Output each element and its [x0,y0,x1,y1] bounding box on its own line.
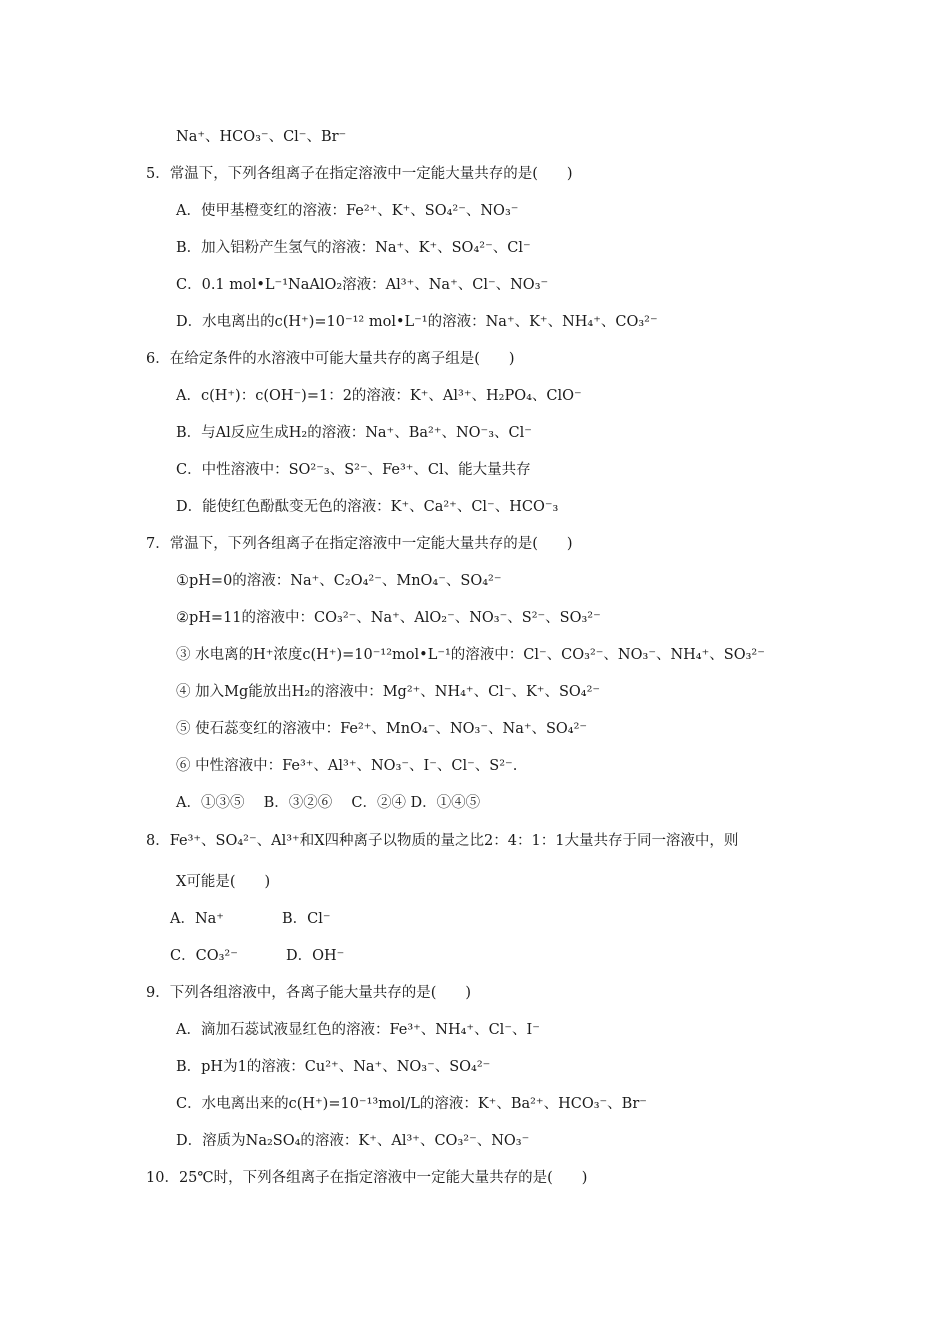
q7-item-4: ④ 加入Mg能放出H₂的溶液中：Mg²⁺、NH₄⁺、Cl⁻、K⁺、SO₄²⁻ [176,684,601,700]
question-8: 8．Fe³⁺、SO₄²⁻、Al³⁺和X四种离子以物质的量之比2：4：1：1大量共存于同一溶液中，则 [146,833,739,849]
q7-item-1: ①pH=0的溶液：Na⁺、C₂O₄²⁻、MnO₄⁻、SO₄²⁻ [176,573,502,589]
q7-item-2: ②pH=11的溶液中：CO₃²⁻、Na⁺、AlO₂⁻、NO₃⁻、S²⁻、SO₃²⁻ [176,610,601,626]
q9-option-d: D．溶质为Na₂SO₄的溶液：K⁺、Al³⁺、CO₃²⁻、NO₃⁻ [176,1133,530,1149]
question-10: 10．25℃时，下列各组离子在指定溶液中一定能大量共存的是( ) [146,1170,588,1186]
q4-option-d-continuation: Na⁺、HCO₃⁻、Cl⁻、Br⁻ [176,129,347,145]
q5-option-a: A．使甲基橙变红的溶液：Fe²⁺、K⁺、SO₄²⁻、NO₃⁻ [176,203,519,219]
q6-option-b: B．与Al反应生成H₂的溶液：Na⁺、Ba²⁺、NO⁻₃、Cl⁻ [176,425,532,441]
q8-options-cd: C．CO₃²⁻ D．OH⁻ [170,948,345,964]
q9-option-c: C．水电离出来的c(H⁺)=10⁻¹³mol/L的溶液：K⁺、Ba²⁺、HCO₃⁻、Br⁻ [176,1096,647,1112]
q7-item-6: ⑥ 中性溶液中：Fe³⁺、Al³⁺、NO₃⁻、I⁻、Cl⁻、S²⁻. [176,758,518,774]
q5-option-b: B．加入铝粉产生氢气的溶液：Na⁺、K⁺、SO₄²⁻、Cl⁻ [176,240,531,256]
question-7: 7．常温下，下列各组离子在指定溶液中一定能大量共存的是( ) [146,536,573,552]
q5-option-d: D．水电离出的c(H⁺)=10⁻¹² mol•L⁻¹的溶液：Na⁺、K⁺、NH₄⁺、CO₃²⁻ [176,314,658,330]
q8-options-ab: A．Na⁺ B．Cl⁻ [170,911,331,927]
q6-option-d: D．能使红色酚酞变无色的溶液：K⁺、Ca²⁺、Cl⁻、HCO⁻₃ [176,499,559,515]
q7-options: A．①③⑤ B．③②⑥ C．②④ D．①④⑤ [176,795,481,811]
q5-option-c: C．0.1 mol•L⁻¹NaAlO₂溶液：Al³⁺、Na⁺、Cl⁻、NO₃⁻ [176,277,549,293]
question-5: 5．常温下，下列各组离子在指定溶液中一定能大量共存的是( ) [146,166,573,182]
q7-item-5: ⑤ 使石蕊变红的溶液中：Fe²⁺、MnO₄⁻、NO₃⁻、Na⁺、SO₄²⁻ [176,721,588,737]
q6-option-c: C．中性溶液中：SO²⁻₃、S²⁻、Fe³⁺、Cl、能大量共存 [176,462,531,478]
question-9: 9．下列各组溶液中，各离子能大量共存的是( ) [146,985,472,1001]
question-6: 6．在给定条件的水溶液中可能大量共存的离子组是( ) [146,351,515,367]
q7-item-3: ③ 水电离的H⁺浓度c(H⁺)=10⁻¹²mol•L⁻¹的溶液中：Cl⁻、CO₃²⁻、NO₃⁻、NH₄⁺、SO₃²⁻ [176,647,765,663]
q9-option-a: A．滴加石蕊试液显红色的溶液：Fe³⁺、NH₄⁺、Cl⁻、I⁻ [176,1022,540,1038]
question-8-cont: X可能是( ) [176,874,271,890]
q6-option-a: A．c(H⁺)：c(OH⁻)=1：2的溶液：K⁺、Al³⁺、H₂PO₄、ClO⁻ [176,388,582,404]
q9-option-b: B．pH为1的溶液：Cu²⁺、Na⁺、NO₃⁻、SO₄²⁻ [176,1059,491,1075]
